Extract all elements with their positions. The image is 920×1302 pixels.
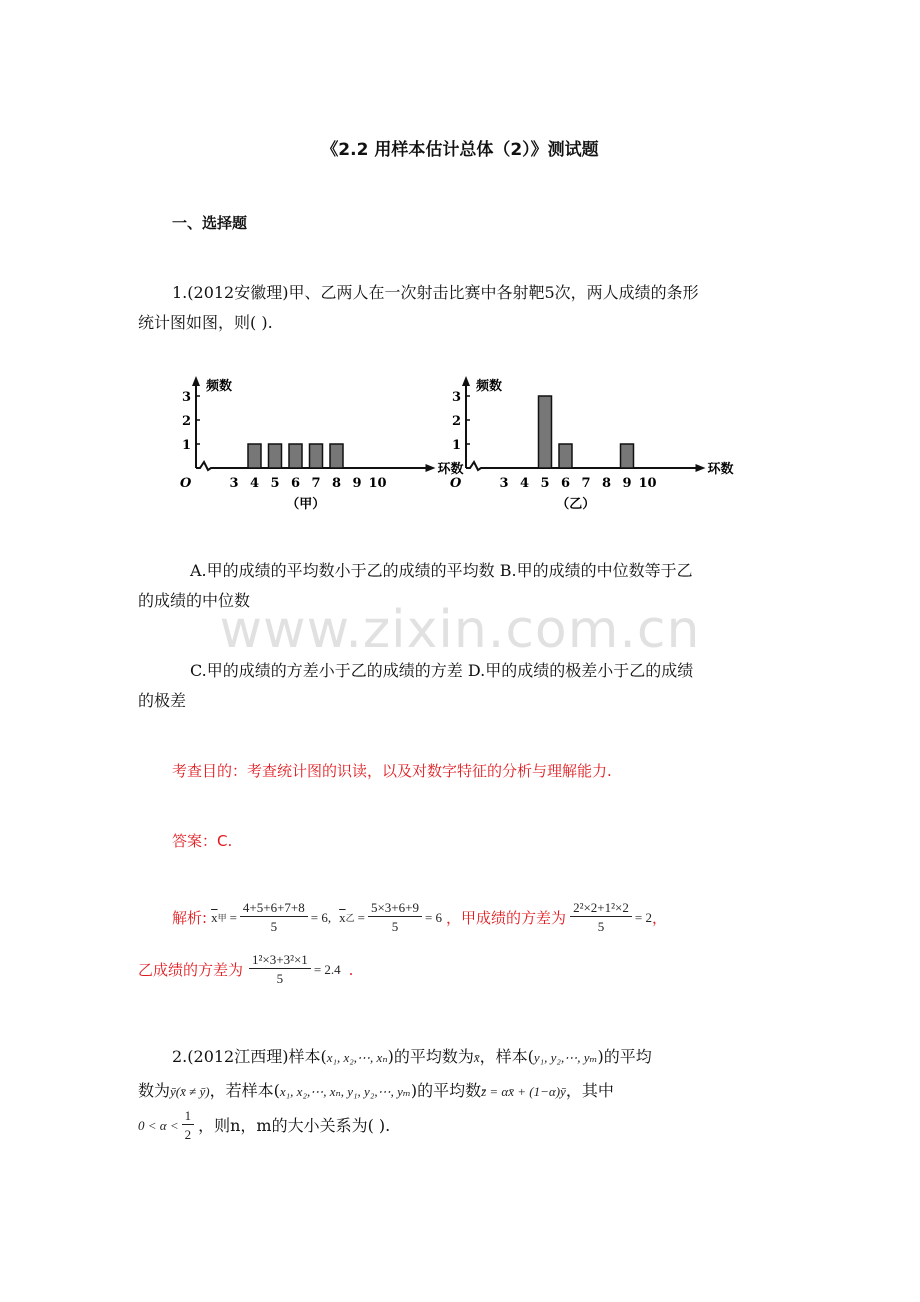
option-ab-line-1: A.甲的成绩的平均数小于乙的成绩的平均数 B.甲的成绩的中位数等于乙 <box>190 561 693 580</box>
x-axis-label: 环数 <box>437 462 464 477</box>
question-1-stem <box>138 278 788 338</box>
bar-charts <box>170 370 734 515</box>
x-tick-label: 9 <box>622 476 632 491</box>
chart-caption: （乙） <box>556 497 596 512</box>
analysis-mid-text: ，甲成绩的方差为 <box>446 909 567 927</box>
x-tick-label: 8 <box>331 476 342 491</box>
x-axis-arrow <box>696 464 706 472</box>
x-tick-label: 10 <box>638 476 657 491</box>
question-2-line-3: 0 < α < $\frac{1}{2}$ ，则n，m的大小关系为( ). <box>138 1108 391 1142</box>
x-tick-label: 6 <box>560 476 571 491</box>
y-tick-label: 2 <box>452 414 462 429</box>
question-2-line-2: 数为ȳ(x̄ ≠ ȳ)，若样本(x₁, x₂,⋯, xₙ, y₁, y₂,⋯, yₘ)的平均数z̄ = αx̄ + (1−α)ȳ，其中 <box>138 1081 614 1100</box>
x-tick-label: 6 <box>290 476 301 491</box>
bar <box>330 444 343 468</box>
x-tick-label: 4 <box>249 476 260 491</box>
y-axis-label: 频数 <box>476 379 503 394</box>
x-tick-label: 3 <box>499 476 509 491</box>
fraction-one-half: $\frac{1}{2}$ <box>182 1108 195 1143</box>
analysis-line-1 <box>172 900 792 935</box>
origin-label: O <box>450 476 462 491</box>
bar <box>310 444 323 468</box>
bar <box>248 444 261 468</box>
y-axis-arrow <box>462 376 470 386</box>
option-ab-line-2: 的成绩的中位数 <box>138 591 251 610</box>
section-heading: 一、选择题 <box>172 214 248 232</box>
formula-variance-yi: $\frac{\text{1²×3+3²×1}}{5}$ = 2.4 <box>249 952 341 987</box>
y-tick-label: 3 <box>182 390 192 405</box>
chart-caption: （甲） <box>286 497 326 512</box>
x-axis-arrow <box>426 464 436 472</box>
x-axis <box>466 462 696 470</box>
x-tick-label: 5 <box>540 476 550 491</box>
page-title: 《2.2 用样本估计总体（2）》测试题 <box>321 140 599 160</box>
origin-label: O <box>180 476 192 491</box>
x-tick-label: 10 <box>368 476 387 491</box>
x-tick-label: 4 <box>519 476 530 491</box>
question-1-purpose: 考查目的：考查统计图的识读，以及对数字特征的分析与理解能力. <box>172 762 612 780</box>
bar <box>289 444 302 468</box>
y-tick-label: 1 <box>452 438 462 453</box>
analysis-label-2: 乙成绩的方差为 <box>138 961 244 979</box>
bar <box>269 444 282 468</box>
x-tick-label: 5 <box>270 476 280 491</box>
y-tick-label: 1 <box>182 438 192 453</box>
x-axis-label: 环数 <box>707 462 734 477</box>
analysis-label: 解析: <box>172 909 208 927</box>
formula-mean-jia: $\overline{x}$ 甲 = $\frac{4+5+6+7+8}{5}$ = 6, <box>211 900 332 934</box>
bar <box>621 444 634 468</box>
chart-yi <box>450 376 734 512</box>
analysis-comma: ， <box>651 909 667 927</box>
y-tick-label: 2 <box>182 414 192 429</box>
option-cd-line-1: C.甲的成绩的方差小于乙的成绩的方差 D.甲的成绩的极差小于乙的成绩 <box>190 661 694 680</box>
x-tick-label: 7 <box>311 476 321 491</box>
analysis-line-2 <box>138 952 353 987</box>
analysis-period: . <box>348 960 354 979</box>
x-tick-label: 9 <box>352 476 362 491</box>
x-tick-label: 8 <box>601 476 612 491</box>
question-1-line-1: 1.(2012安徽理)甲、乙两人在一次射击比赛中各射靶5次，两人成绩的条形 <box>172 283 699 302</box>
y-axis-label: 频数 <box>206 379 233 394</box>
option-cd-line-2: 的极差 <box>138 691 187 710</box>
question-2-line-1: 2.(2012江西理)样本(x₁, x₂,⋯, xₙ)的平均数为x̄，样本(y₁, y₂,⋯, yₘ)的平均 <box>172 1047 652 1066</box>
x-tick-label: 7 <box>581 476 591 491</box>
x-tick-label: 3 <box>229 476 239 491</box>
chart-jia <box>180 376 464 512</box>
question-1-answer: 答案：C. <box>172 832 233 850</box>
bar <box>539 396 552 468</box>
question-1-options-cd <box>138 656 788 716</box>
formula-mean-yi: $\overline{x}$ 乙 = $\frac{5\times 3+6+9}{5}$ = 6 <box>339 900 443 934</box>
formula-variance-jia: $\frac{\text{2²×2+1²×2}}{5}$ = 2 <box>570 900 652 935</box>
question-1-line-2: 统计图如图，则( ). <box>138 313 273 332</box>
y-axis-arrow <box>192 376 200 386</box>
y-tick-label: 3 <box>452 390 462 405</box>
watermark: www.zixin.com.cn <box>219 600 701 660</box>
bar <box>559 444 572 468</box>
